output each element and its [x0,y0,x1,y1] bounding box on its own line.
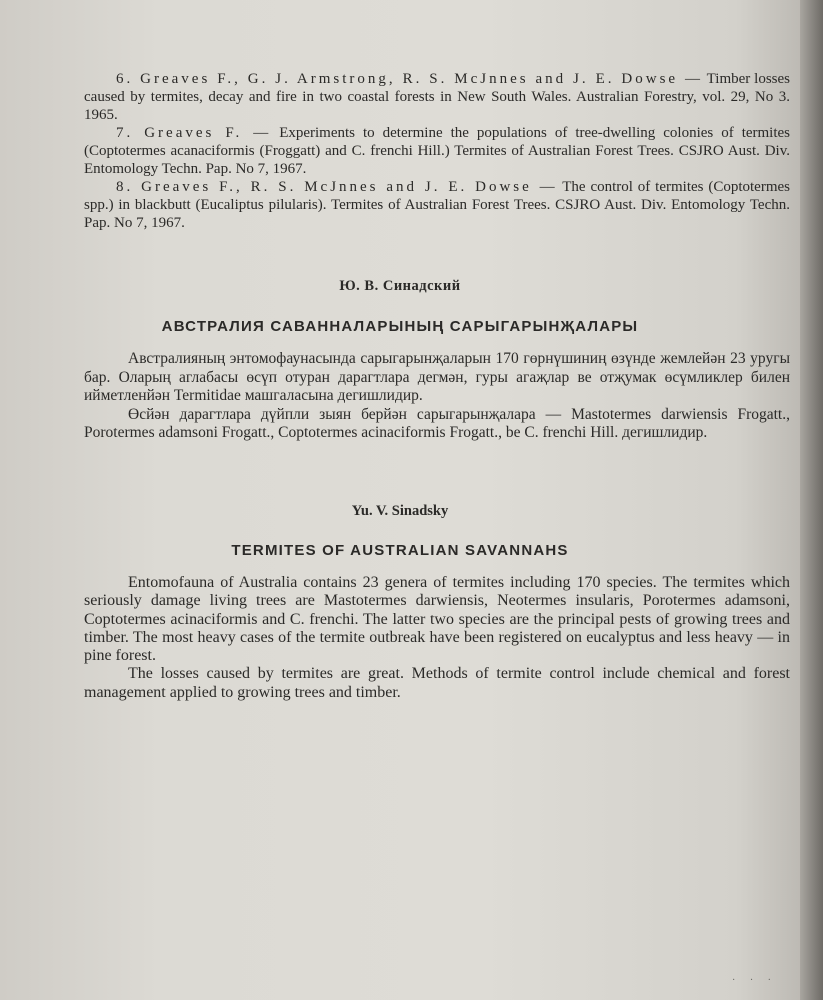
en-abstract [84,574,790,702]
reference-item [84,124,790,178]
reference-text: Experiments to determine the populations of tree-dwelling colonies of termites (Coptotermes acanaciformis (Froggatt) and C. frenchi Hill.) Termites of Australian Forest Trees. CSJRO Aust. Div. Entomology Techn. Pap. No 7, 1967. [84,125,791,177]
reference-text: Timber losses caused by termites, decay and fire in two coastal forests in New South Wales. Australian Forestry, vol. 29, No 3. 1965. [84,71,791,123]
en-title: TERMITES OF AUSTRALIAN SAVANNAHS [231,542,569,559]
reference-authors: 7. Greaves F. — [116,125,272,141]
ru-paragraph: Өсйән дарагтлара дүйпли зыян берйән сарыгарынҗалара — Mastotermes darwiensis Frogatt., Porotermes adamsoni Frogatt., Coptotermes acinaciformis Frogatt., be C. frenchi Hill. дегишлидир. [84,405,790,441]
reference-list [84,70,790,232]
page-specks: · · · [732,975,777,986]
reference-authors: 6. Greaves F., G. J. Armstrong, R. S. McJnnes and J. E. Dowse — [116,71,703,87]
reference-authors: 8. Greaves F., R. S. McJnnes and J. E. Dowse — [116,179,558,195]
en-paragraph: The losses caused by termites are great. Methods of termite control include chemical and forest management applied to growing trees and timber. [84,665,790,701]
reference-item [84,178,790,232]
reference-item [84,70,790,124]
page-binding-shadow [800,0,823,1000]
reference-text: The control of termites (Coptotermes spp.) in blackbutt (Eucaliptus pilularis). Termites of Australian Forest Trees. CSJRO Aust. Div. Entomology Techn. Pap. No 7, 1967. [84,179,790,231]
ru-paragraph: Австралияның энтомофаунасында сарыгарынҗаларын 170 гөрнүшиниң өзүнде жемлейән 23 уругы бар. Оларың аглабасы өсүп отуран дарагтлара дегмән, гуры агаҗлар ве отҗумак өсүмликлер билен ийметленйән Termitidae машгаласына дегишлидир. [84,350,790,404]
ru-title: АВСТРАЛИЯ САВАННАЛАРЫНЫҢ САРЫГАРЫНҖАЛАРЫ [161,318,639,335]
ru-author: Ю. В. Синадский [339,278,461,294]
ru-abstract [84,350,790,443]
en-author: Yu. V. Sinadsky [351,503,449,519]
en-paragraph: Entomofauna of Australia contains 23 genera of termites including 170 species. The termites which seriously damage living trees are Mastotermes darwiensis, Neotermes insularis, Porotermes adamsoni, Coptotermes acinaciformis and C. frenchi. The latter two species are the principal pests of growing trees and timber. The most heavy cases of the termite outbreak have been registered on eucalyptus and less heavy — in pine forest. [84,574,790,665]
